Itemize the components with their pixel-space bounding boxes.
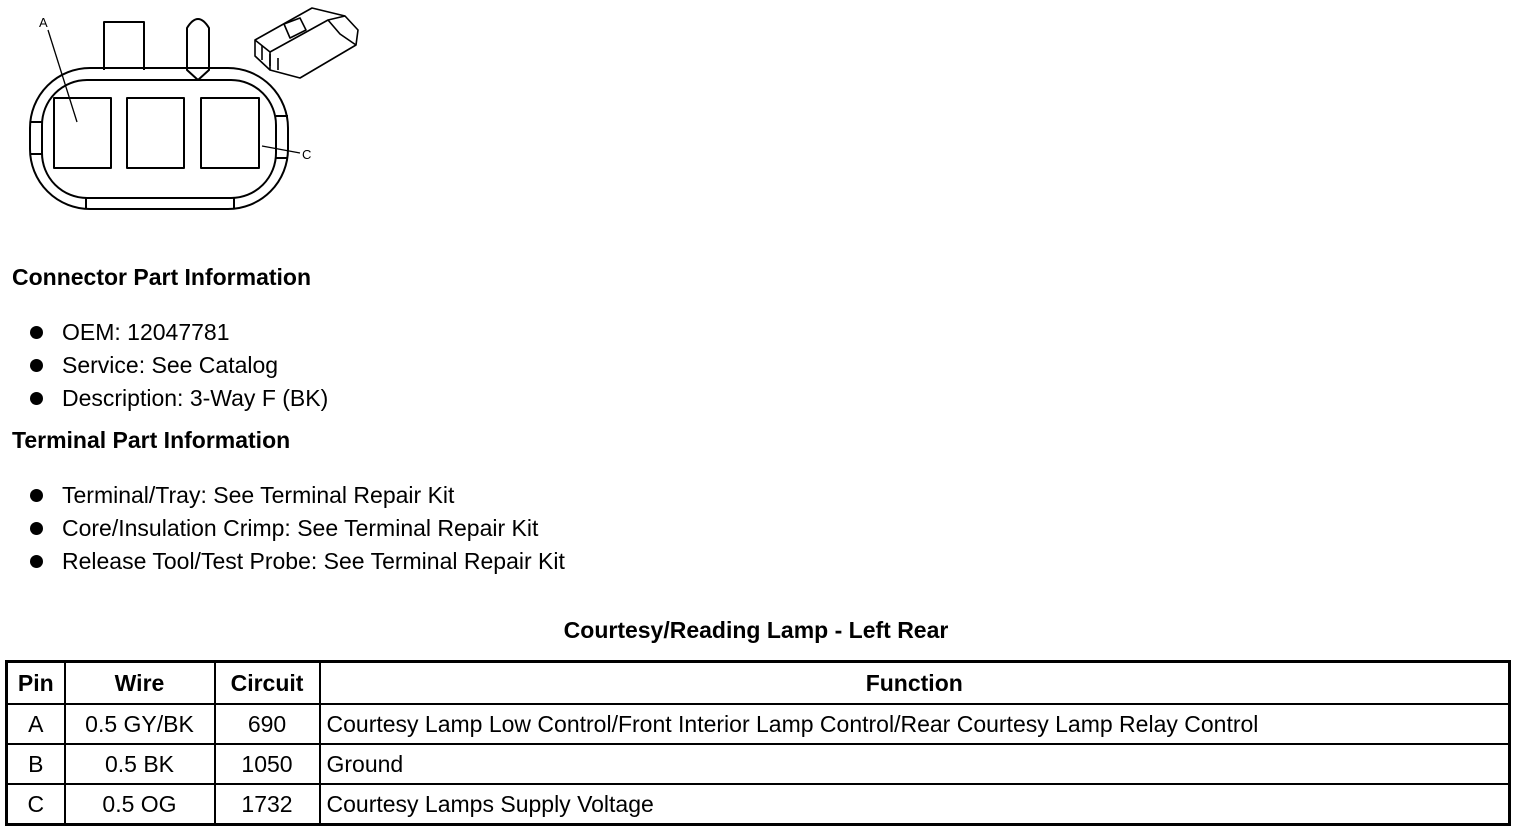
core-insulation-crimp-text: Core/Insulation Crimp: See Terminal Repair Kit bbox=[62, 515, 539, 541]
connector-housing-outer bbox=[30, 68, 288, 209]
table-row bbox=[7, 744, 1510, 784]
connector-thumbnail-icon bbox=[255, 8, 358, 78]
table-row bbox=[7, 784, 1510, 825]
bullet-icon bbox=[30, 392, 43, 405]
column-header-pin: Pin bbox=[7, 662, 65, 705]
bullet-icon bbox=[30, 522, 43, 535]
leader-line-a bbox=[48, 30, 77, 122]
pin-label-c: C bbox=[302, 147, 312, 162]
circuit-cell: 1050 bbox=[215, 744, 320, 784]
bullet-icon bbox=[30, 555, 43, 568]
function-cell: Courtesy Lamps Supply Voltage bbox=[320, 784, 1510, 825]
wire-cell: 0.5 OG bbox=[65, 784, 215, 825]
function-cell: Ground bbox=[320, 744, 1510, 784]
terminal-tray-text: Terminal/Tray: See Terminal Repair Kit bbox=[62, 482, 455, 508]
release-tool-test-probe-text: Release Tool/Test Probe: See Terminal Repair Kit bbox=[62, 548, 565, 574]
circuit-cell: 1732 bbox=[215, 784, 320, 825]
function-cell: Courtesy Lamp Low Control/Front Interior Lamp Control/Rear Courtesy Lamp Relay Control bbox=[320, 704, 1510, 744]
terminal-cavity-b bbox=[127, 98, 184, 168]
connector-diagram bbox=[0, 0, 380, 225]
pin-label-a: A bbox=[39, 15, 48, 30]
wire-cell: 0.5 BK bbox=[65, 744, 215, 784]
circuit-cell: 690 bbox=[215, 704, 320, 744]
bullet-icon bbox=[30, 326, 43, 339]
terminal-part-information-heading: Terminal Part Information bbox=[12, 427, 291, 453]
wire-cell: 0.5 GY/BK bbox=[65, 704, 215, 744]
column-header-circuit: Circuit bbox=[215, 662, 320, 705]
connector-service-text: Service: See Catalog bbox=[62, 352, 279, 378]
pin-cell: B bbox=[7, 744, 65, 784]
terminal-cavity-a bbox=[54, 98, 111, 168]
connector-oem-text: OEM: 12047781 bbox=[62, 319, 230, 345]
pin-cell: A bbox=[7, 704, 65, 744]
pin-table bbox=[5, 660, 1511, 826]
leader-line-c bbox=[262, 146, 300, 153]
connector-side-rib-right bbox=[276, 116, 288, 158]
connector-part-information-heading: Connector Part Information bbox=[12, 264, 312, 290]
connector-side-rib-left bbox=[30, 122, 42, 154]
terminal-cavity-c bbox=[201, 98, 259, 168]
connector-description-text: Description: 3-Way F (BK) bbox=[62, 385, 329, 411]
connector-tab-left bbox=[104, 22, 144, 70]
table-row bbox=[7, 704, 1510, 744]
connector-bottom-flat bbox=[86, 198, 234, 209]
column-header-function: Function bbox=[320, 662, 1510, 705]
connector-tab-right bbox=[187, 19, 209, 80]
table-header-row bbox=[7, 662, 1510, 705]
column-header-wire: Wire bbox=[65, 662, 215, 705]
bullet-icon bbox=[30, 489, 43, 502]
pin-cell: C bbox=[7, 784, 65, 825]
bullet-icon bbox=[30, 359, 43, 372]
pin-table-caption: Courtesy/Reading Lamp - Left Rear bbox=[563, 617, 949, 643]
